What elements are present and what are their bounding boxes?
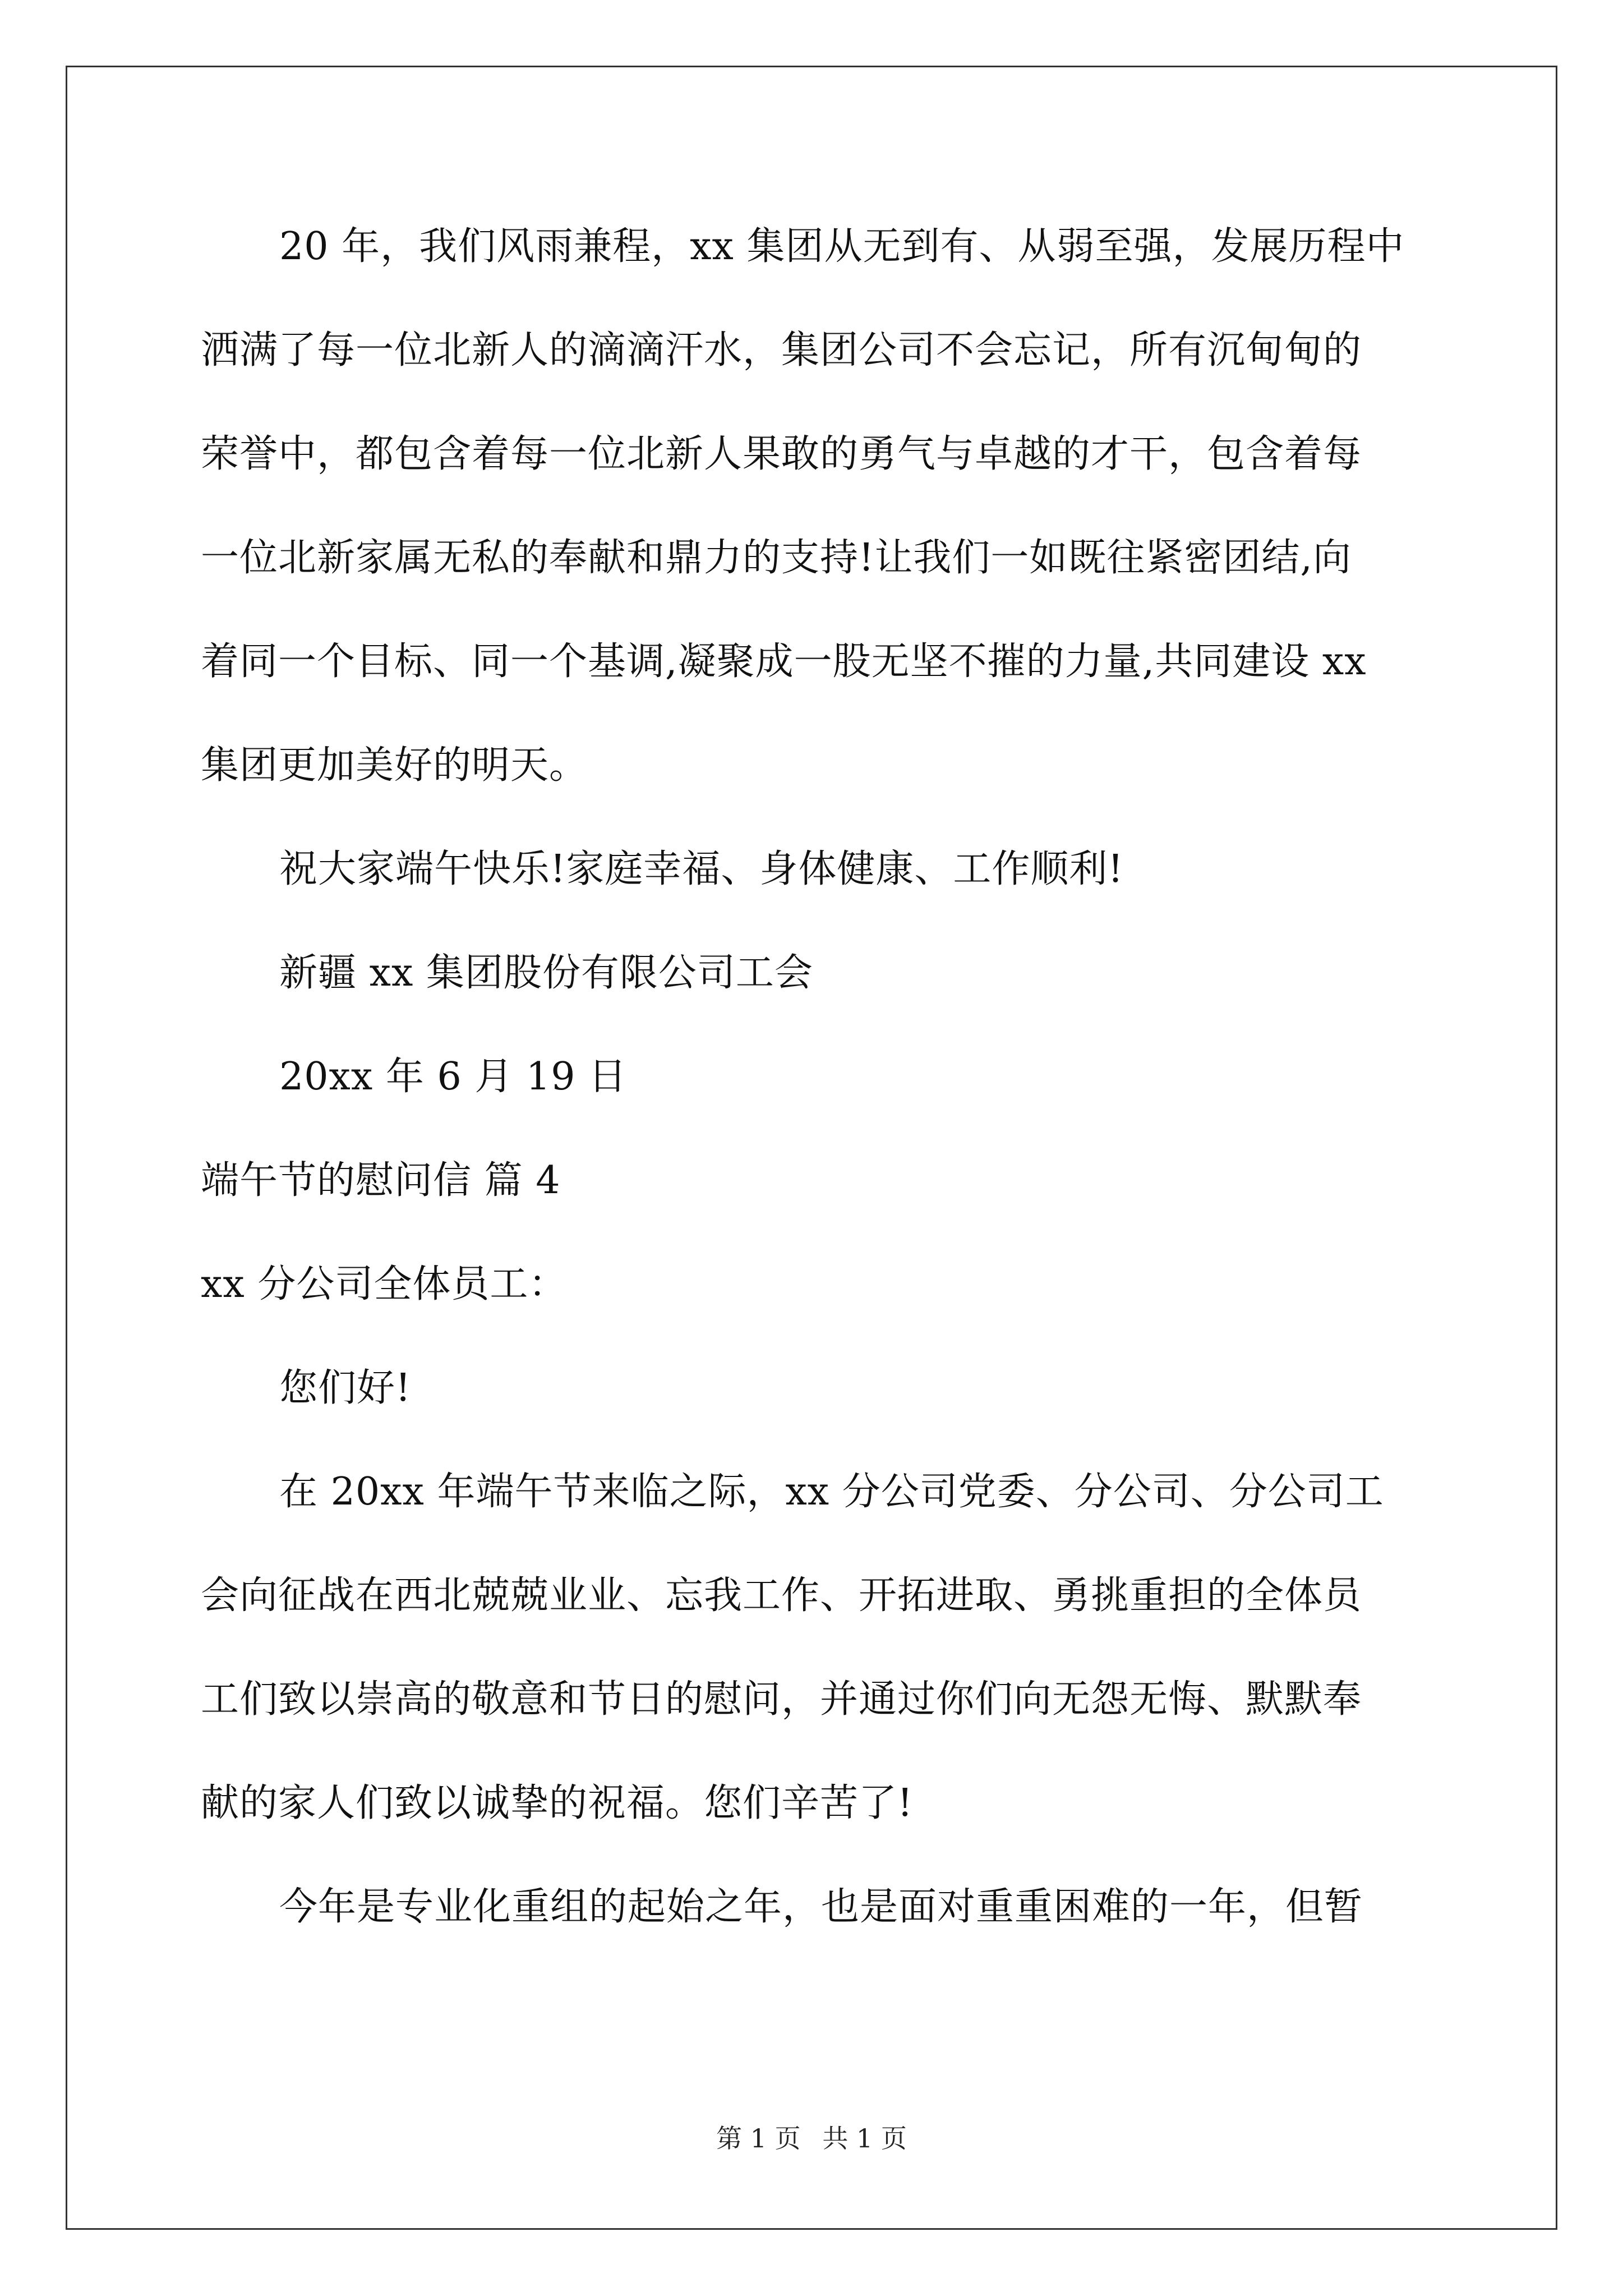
- paragraph-line: 洒满了每一位北新人的滴滴汗水，集团公司不会忘记，所有沉甸甸的: [201, 328, 1362, 372]
- paragraph-line: 在 20xx 年端午节来临之际，xx 分公司党委、分公司、分公司工: [279, 1470, 1384, 1514]
- paragraph-line: 集团更加美好的明天。: [201, 743, 588, 788]
- section-title: 端午节的慰问信 篇 4: [201, 1158, 561, 1203]
- paragraph-line: 荣誉中，都包含着每一位北新人果敢的勇气与卓越的才干，包含着每: [201, 432, 1362, 476]
- salutation: xx 分公司全体员工：: [201, 1262, 568, 1306]
- paragraph-line: 工们致以崇高的敬意和节日的慰问，并通过你们向无怨无悔、默默奉: [201, 1677, 1362, 1722]
- greeting: 您们好!: [279, 1366, 412, 1410]
- signature-date: 20xx 年 6 月 19 日: [279, 1055, 628, 1099]
- greeting-line: 祝大家端午快乐!家庭幸福、身体健康、工作顺利!: [279, 847, 1124, 891]
- signature-org: 新疆 xx 集团股份有限公司工会: [279, 951, 813, 995]
- page-total: 共 1 页: [822, 2123, 907, 2154]
- paragraph-line: 今年是专业化重组的起始之年，也是面对重重困难的一年，但暂: [279, 1885, 1363, 1929]
- paragraph-line: 献的家人们致以诚挚的祝福。您们辛苦了!: [201, 1781, 914, 1825]
- page-footer: [0, 2122, 1623, 2155]
- paragraph-line: 会向征战在西北兢兢业业、忘我工作、开拓进取、勇挑重担的全体员: [201, 1573, 1362, 1618]
- paragraph-line: 20 年，我们风雨兼程，xx 集团从无到有、从弱至强，发展历程中: [279, 224, 1405, 269]
- paragraph-line: 着同一个目标、同一个基调,凝聚成一股无坚不摧的力量,共同建设 xx: [201, 639, 1367, 684]
- paragraph-line: 一位北新家属无私的奉献和鼎力的支持!让我们一如既往紧密团结,向: [201, 536, 1352, 580]
- page-number: 第 1 页: [716, 2123, 801, 2154]
